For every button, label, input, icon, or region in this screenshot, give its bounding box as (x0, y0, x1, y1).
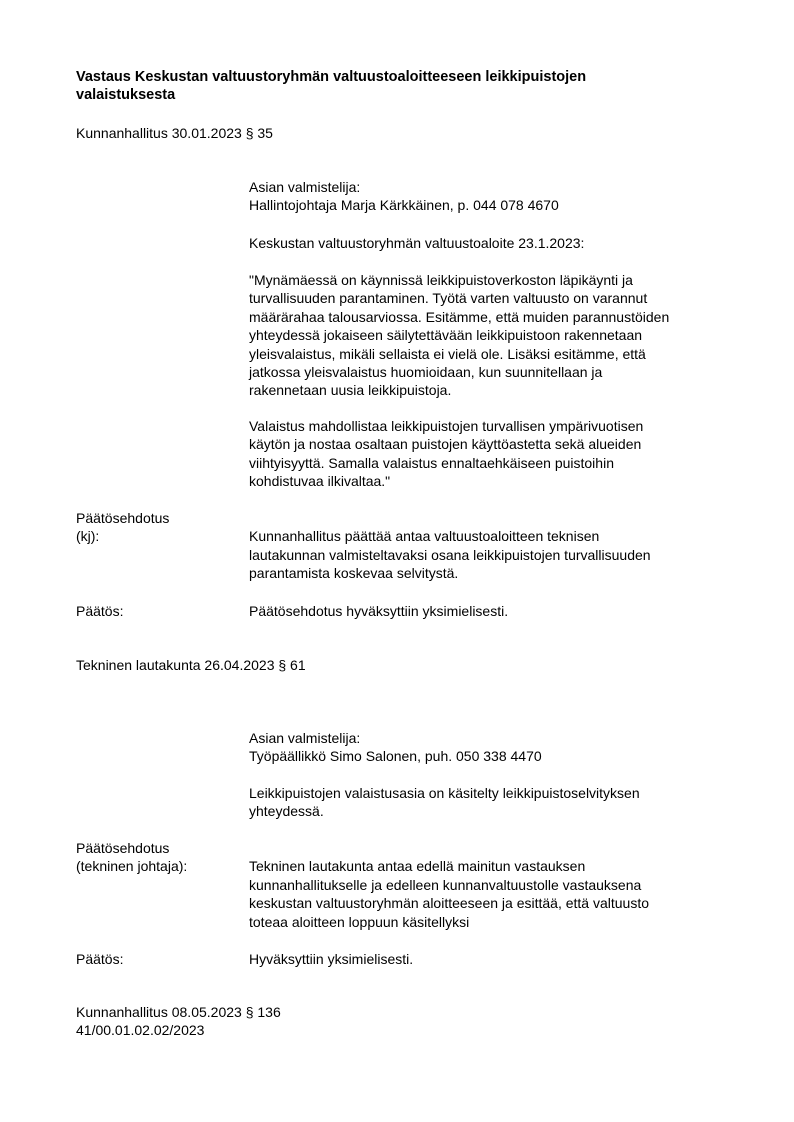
section2-decision: Hyväksyttiin yksimielisesti. (249, 951, 414, 967)
initiative-quote-p1: "Mynämäessä on käynnissä leikkipuistoverkoston läpikäynti ja turvallisuuden parantaminen. Työtä varten valtuusto on varannut määrärahaa talousarviossa. Esitämme, että muiden parannustöiden yhteydessä jokaiseen säilytettävään leikkipuistoon rakennetaan yleisvalaistus, mikäli sellaista ei vielä ole. Lisäksi esitämme, että jatkossa yleisvalaistus huomioidaan, kun suunnitellaan ja rakennetaan uusia leikkipuistoja. (249, 272, 670, 399)
section2-preparer: Asian valmistelija: Työpäällikkö Simo Salonen, puh. 050 338 4470 (249, 730, 542, 765)
section2-proposal: Tekninen lautakunta antaa edellä mainitun vastauksen kunnanhallitukselle ja edelleen kunnanvaltuustolle vastauksena keskustan valtuustoryhmän aloitteeseen ja esittää, että valtuusto toteaa aloitteen loppuun käsitellyksi (249, 858, 650, 930)
section1-decision-label: Päätös: (76, 603, 124, 619)
section1-preparer: Asian valmistelija: Hallintojohtaja Marja Kärkkäinen, p. 044 078 4670 (249, 179, 559, 214)
section2-text: Leikkipuistojen valaistusasia on käsitelty leikkipuistoselvityksen yhteydessä. (249, 785, 640, 820)
initiative-quote-p2: Valaistus mahdollistaa leikkipuistojen turvallisen ympärivuotisen käytön ja nostaa osaltaan puistojen käyttöastetta sekä alueiden viihtyisyyttä. Samalla valaistus ennaltaehkäiseen puistoihin kohdistuvaa ilkivaltaa." (249, 418, 644, 490)
record-reference: 41/00.01.02.02/2023 (76, 1022, 205, 1039)
section2-decision-label: Päätös: (76, 951, 124, 967)
section3-heading: Kunnanhallitus 08.05.2023 § 136 (76, 1004, 281, 1020)
document-title: Vastaus Keskustan valtuustoryhmän valtuustoaloitteeseen leikkipuistojen valaistuksesta (76, 69, 587, 104)
section1-proposal: Kunnanhallitus päättää antaa valtuustoaloitteen teknisen lautakunnan valmisteltavaksi osana leikkipuistojen turvallisuuden parantamista koskevaa selvitystä. (249, 528, 651, 582)
section1-proposal-label: Päätösehdotus (kj): (76, 510, 170, 545)
section2-proposal-label: Päätösehdotus (tekninen johtaja): (76, 840, 188, 875)
section1-heading: Kunnanhallitus 30.01.2023 § 35 (76, 125, 273, 141)
section3 (76, 1003, 281, 1040)
initiative-heading: Keskustan valtuustoryhmän valtuustoaloite 23.1.2023: (249, 235, 585, 251)
section2-heading: Tekninen lautakunta 26.04.2023 § 61 (76, 657, 306, 673)
section1-decision: Päätösehdotus hyväksyttiin yksimielisesti. (249, 603, 509, 619)
